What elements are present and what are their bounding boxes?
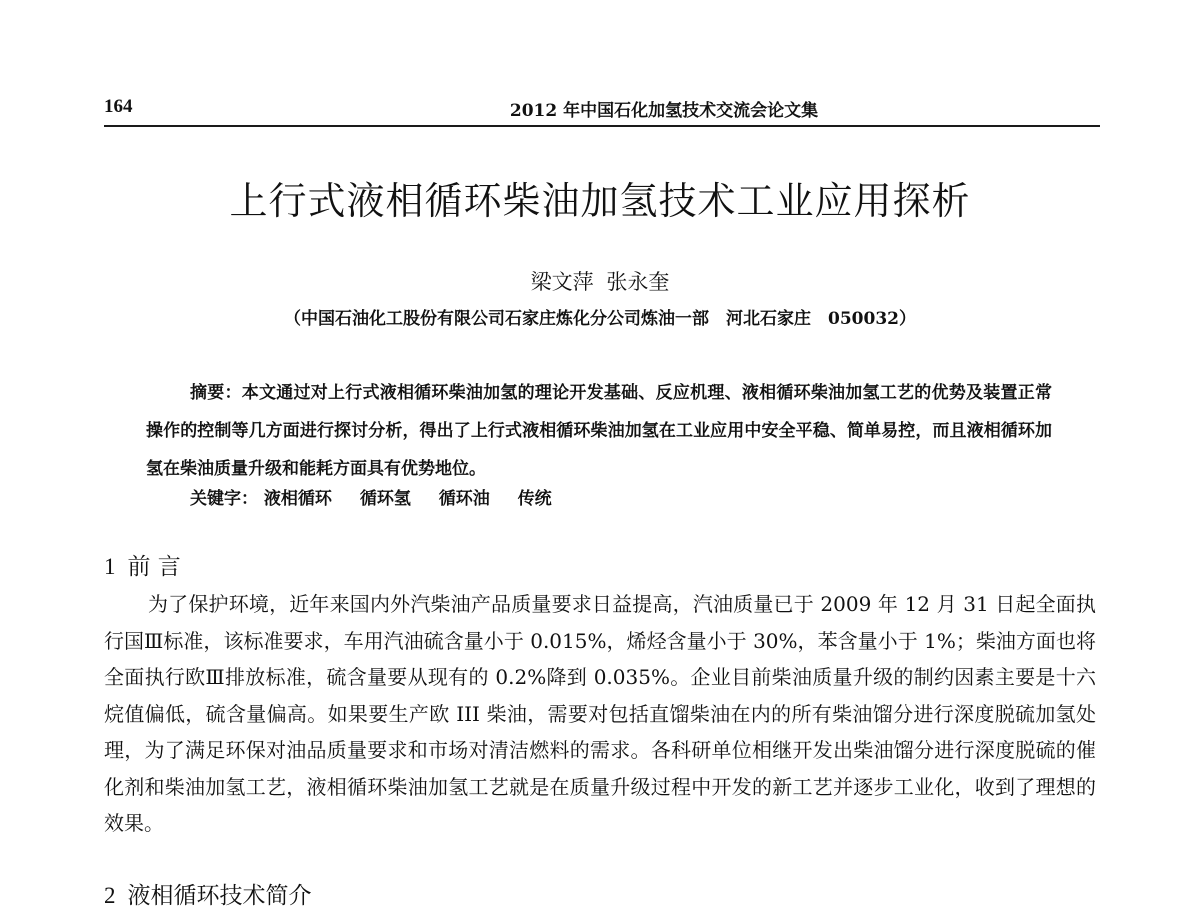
page-header bbox=[104, 96, 1100, 124]
running-title: 2012 年中国石化加氢技术交流会论文集 bbox=[509, 101, 819, 121]
keywords-label: 关键字： bbox=[190, 489, 258, 509]
affiliation: （中国石油化工股份有限公司石家庄炼化分公司炼油一部 河北石家庄 050032） bbox=[284, 309, 916, 329]
keyword-item: 循环氢 bbox=[359, 489, 411, 509]
section-number: 1 bbox=[104, 554, 116, 579]
section-title: 液相循环技术简介 bbox=[127, 883, 312, 909]
author-list: 梁文萍 张永奎 bbox=[530, 270, 670, 294]
introduction-paragraph: 为了保护环境，近年来国内外汽柴油产品质量要求日益提高，汽油质量已于 2009 年 12 月 31 日起全面执行国Ⅲ标准，该标准要求，车用汽油硫含量小于 0.015%，烯烃含量小于 30%，苯含量小于 1%；柴油方面也将全面执行欧Ⅲ排放标准，硫含量要从现有的 0.2%降到 0.035%。企业目前柴油质量升级的制约因素主要是十六烷值偏低，硫含量偏高。如果要生产欧 III 柴油，需要对包括直馏柴油在内的所有柴油馏分进行深度脱硫加氢处理，为了满足环保对油品质量要求和市场对清洁燃料的需求。各科研单位相继开发出柴油馏分进行深度脱硫的催化剂和柴油加氢工艺，液相循环柴油加氢工艺就是在质量升级过程中开发的新工艺并逐步工业化，收到了理想的效果。 bbox=[104, 592, 1096, 835]
paper-title: 上行式液相循环柴油加氢技术工业应用探析 bbox=[229, 179, 971, 223]
keyword-item: 液相循环 bbox=[263, 489, 332, 509]
abstract: 摘要：本文通过对上行式液相循环柴油加氢的理论开发基础、反应机理、液相循环柴油加氢工艺的优势及装置正常操作的控制等几方面进行探讨分析，得出了上行式液相循环柴油加氢在工业应用中安全平稳、简单易控，而且液相循环加氢在柴油质量升级和能耗方面具有优势地位。 bbox=[146, 383, 1052, 479]
keywords bbox=[190, 484, 574, 509]
section-heading-technology-overview bbox=[104, 877, 312, 910]
keyword-item: 传统 bbox=[517, 489, 552, 509]
keyword-item: 循环油 bbox=[438, 489, 490, 509]
header-rule bbox=[104, 125, 1100, 127]
section-heading-introduction bbox=[104, 548, 181, 581]
page-number: 164 bbox=[104, 96, 133, 117]
section-title: 前 言 bbox=[127, 554, 181, 580]
section-number: 2 bbox=[104, 883, 116, 908]
